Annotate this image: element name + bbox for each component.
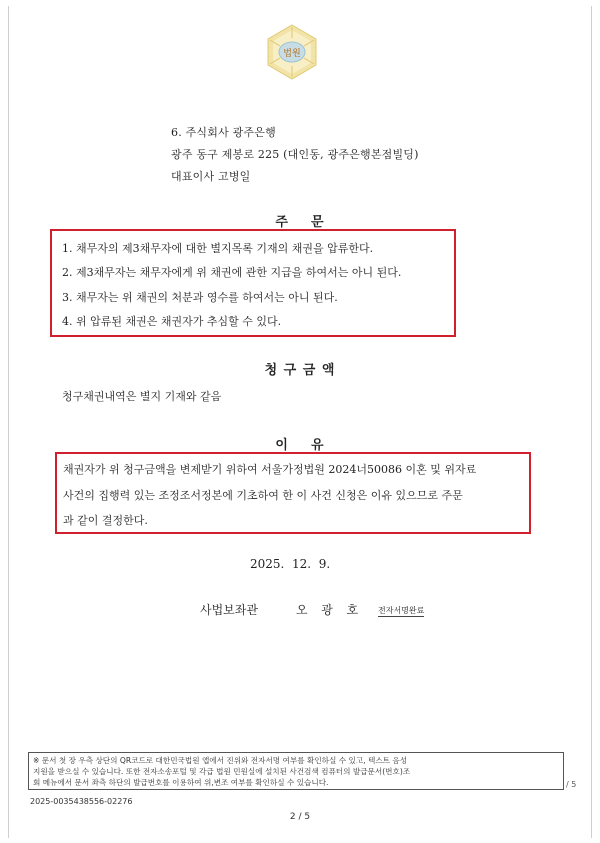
party-name: 6. 주식회사 광주은행: [171, 126, 276, 139]
judge-title: 사법보좌관: [200, 603, 258, 617]
order-item: 1. 채무자의 제3채무자에 대한 별지목록 기재의 채권을 압류한다.: [62, 242, 374, 255]
reason-title: 이 유: [275, 438, 325, 453]
issue-number: 2025-0035438556-02276: [30, 797, 133, 806]
verification-notice: [28, 752, 564, 790]
page-frame: [8, 6, 592, 838]
judge-name: 오 광 호: [296, 603, 361, 617]
notice-line: 회 메뉴에서 문서 좌측 하단의 발급번호를 이용하여 위,변조 여부를 확인하실 수 있습니다.: [33, 778, 329, 787]
order-title: 주 문: [275, 215, 325, 230]
notice-line: ※ 문서 첫 장 우측 상단의 QR코드로 대한민국법원 앱에서 진위와 전자서명 여부를 확인하실 수 있고, 텍스트 음성: [33, 756, 408, 765]
notice-line: 지원을 받으실 수 있습니다. 또한 전자소송포털 및 각급 법원 민원실에 설치된 사건검색 컴퓨터의 발급문서(번호)조: [33, 767, 411, 776]
reason-line: 사건의 집행력 있는 조정조서정본에 기초하여 한 이 사건 신청은 이유 있으므로 주문: [63, 489, 463, 502]
party-representative: 대표이사 고병일: [171, 170, 251, 183]
order-item: 2. 제3채무자는 채무자에게 위 채권에 관한 지급을 하여서는 아니 된다.: [62, 266, 402, 279]
reason-line: 채권자가 위 청구금액을 변제받기 위하여 서울가정법원 2024너50086 이혼 및 위자료: [63, 463, 477, 476]
e-signature-stamp: 전자서명완료: [378, 606, 425, 615]
claim-title: 청 구 금 액: [264, 363, 336, 378]
page-number: 2 / 5: [289, 812, 311, 822]
decision-date: 2025. 12. 9.: [250, 557, 331, 571]
notice-page-suffix: / 5: [566, 780, 577, 789]
party-address: 광주 동구 제봉로 225 (대인동, 광주은행본점빌딩): [171, 148, 419, 161]
order-item: 3. 채무자는 위 채권의 처분과 영수를 하여서는 아니 된다.: [62, 291, 338, 304]
order-item: 4. 위 압류된 채권은 채권자가 추심할 수 있다.: [62, 315, 282, 328]
reason-line: 과 같이 결정한다.: [63, 514, 148, 527]
court-emblem-icon: [262, 22, 322, 82]
emblem-label: 법원: [283, 49, 301, 59]
claim-text: 청구채권내역은 별지 기재와 같음: [62, 390, 222, 403]
